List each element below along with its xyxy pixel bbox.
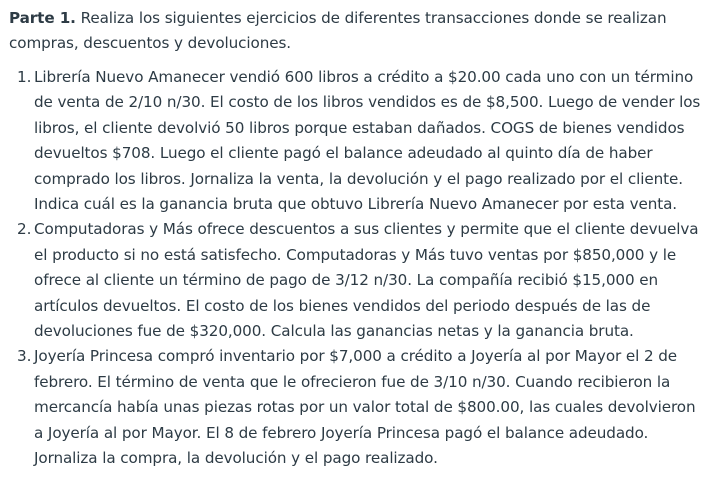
part-title: Parte 1. xyxy=(9,9,76,27)
list-item xyxy=(9,344,703,471)
list-item xyxy=(9,217,703,344)
intro-paragraph xyxy=(9,6,703,55)
list-item xyxy=(9,65,703,217)
list-item-number: 3. xyxy=(17,347,32,366)
list-item-number: 1. xyxy=(17,68,32,86)
list-item-text: Librería Nuevo Amanecer vendió 600 libros a crédito a $20.00 cada uno con un término de venta de 2/10 n/30. El costo de los libros vendidos es de $8,500. Luego de vender los libros, el cliente devolvió 50 libros porque estaban dañados. COGS de bienes vendidos devueltos $708. Luego el cliente pagó el balance adeudado al quinto día de haber comprado los libros. Jornaliza la venta, la devolución y el pago realizado por el cliente. Indica cuál es la ganancia bruta que obtuvo Librería Nuevo Amanecer por esta venta. xyxy=(34,68,701,214)
list-item-number: 2. xyxy=(17,220,32,239)
intro-text: Realiza los siguientes ejercicios de diferentes transacciones donde se realizan compras, descuentos y devoluciones. xyxy=(9,9,667,52)
list-item-text: Joyería Princesa compró inventario por $7,000 a crédito a Joyería al por Mayor el 2 de febrero. El término de venta que le ofrecieron fue de 3/10 n/30. Cuando recibieron la mercancía había unas piezas rotas por un valor total de $800.00, las cuales devolvieron a Joyería al por Mayor. El 8 de febrero Joyería Princesa pagó el balance adeudado. Jornaliza la compra, la devolución y el pago realizado. xyxy=(34,347,696,468)
list-item-text: Computadoras y Más ofrece descuentos a sus clientes y permite que el cliente devuelva el producto si no está satisfecho. Computadoras y Más tuvo ventas por $850,000 y le ofrece al cliente un término de pago de 3/12 n/30. La compañía recibió $15,000 en artículos devueltos. El costo de los bienes vendidos del periodo después de las de devoluciones fue de $320,000. Calcula las ganancias netas y la ganancia bruta. xyxy=(34,220,699,341)
exercise-list xyxy=(9,65,703,472)
